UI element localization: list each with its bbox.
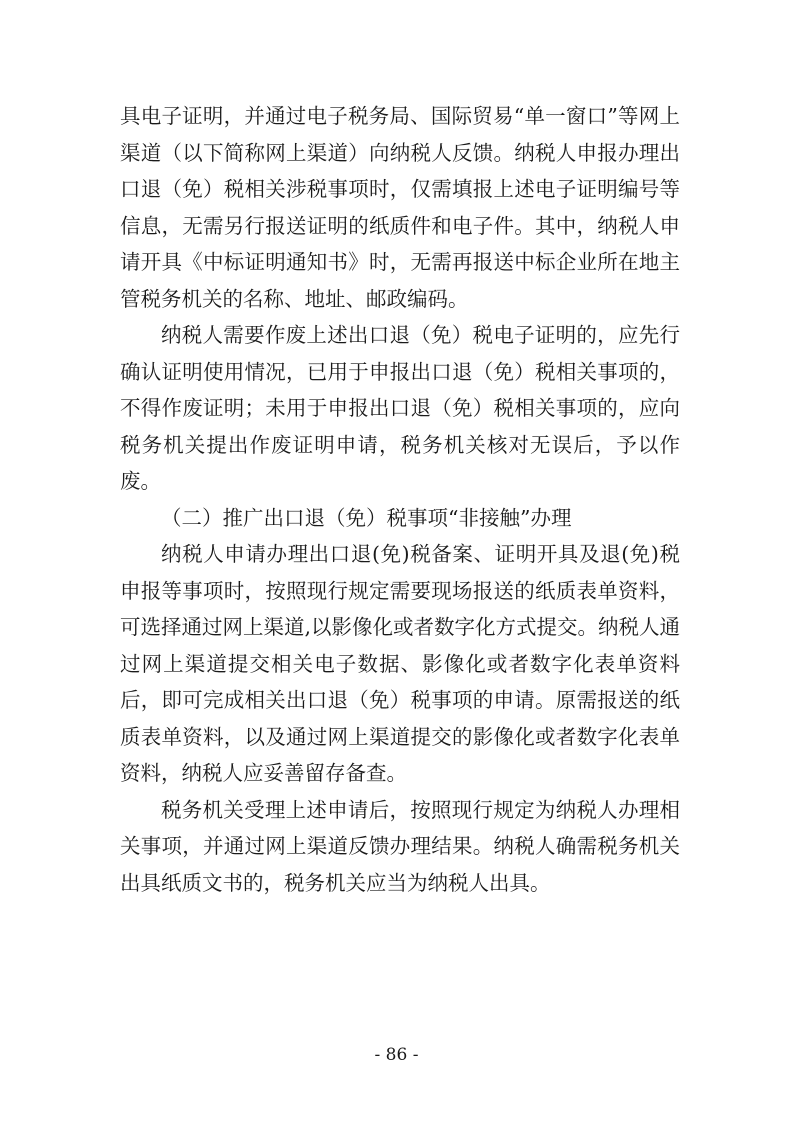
paragraph-void-certificate: 纳税人需要作废上述出口退（免）税电子证明的，应先行确认证明使用情况，已用于申报出口退（免）税相关事项的，不得作废证明；未用于申报出口退（免）税相关事项的，应向税务机关提出作废证明申请，税务机关核对无误后，予以作废。 (120, 323, 680, 493)
paragraph-continued: 具电子证明，并通过电子税务局、国际贸易“单一窗口”等网上渠道（以下简称网上渠道）向纳税人反馈。纳税人申报办理出口退（免）税相关涉税事项时，仅需填报上述电子证明编号等信息，无需另行报送证明的纸质件和电子件。其中，纳税人申请开具《中标证明通知书》时，无需再报送中标企业所在地主管税务机关的名称、地址、邮政编码。 (120, 104, 680, 311)
page-number: - 86 - (374, 1045, 419, 1065)
paragraph-tax-authority-processing: 税务机关受理上述申请后，按照现行规定为纳税人办理相关事项，并通过网上渠道反馈办理结果。纳税人确需税务机关出具纸质文书的，税务机关应当为纳税人出具。 (120, 797, 680, 895)
section-heading: （二）推广出口退（免）税事项“非接触”办理 (161, 505, 572, 530)
document-body (120, 98, 680, 901)
paragraph-contactless-filing: 纳税人申请办理出口退(免)税备案、证明开具及退(免)税申报等事项时，按照现行规定需要现场报送的纸质表单资料，可选择通过网上渠道,以影像化或者数字化方式提交。纳税人通过网上渠道提交相关电子数据、影像化或者数字化表单资料后，即可完成相关出口退（免）税事项的申请。原需报送的纸质表单资料，以及通过网上渠道提交的影像化或者数字化表单资料，纳税人应妥善留存备查。 (120, 542, 681, 785)
